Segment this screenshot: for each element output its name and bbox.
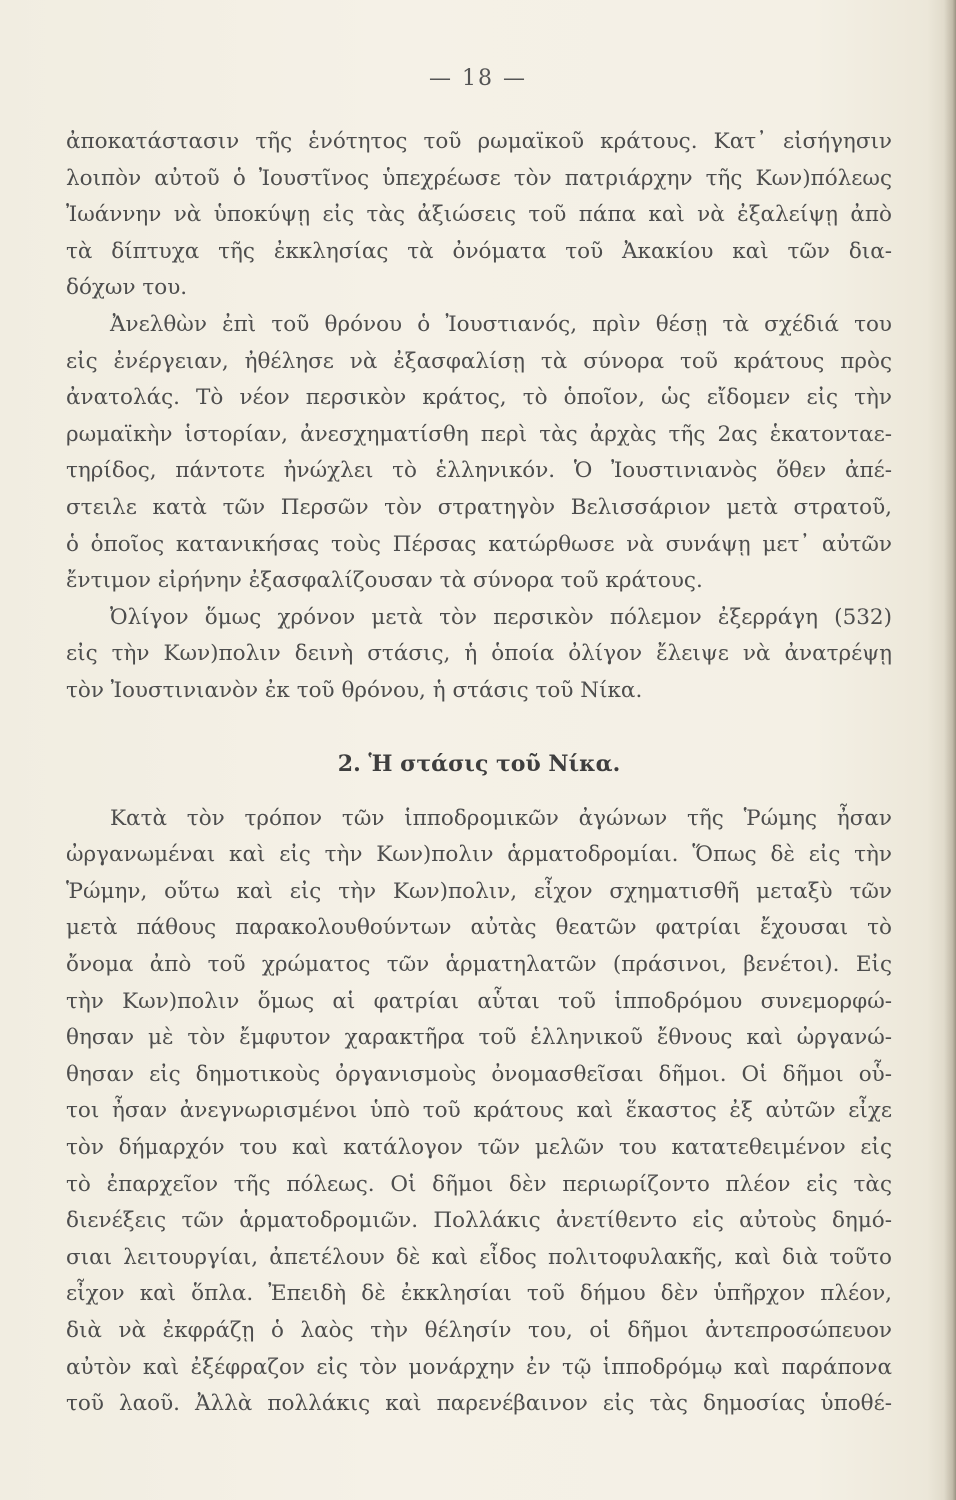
text-line: λοιπὸν αὐτοῦ ὁ Ἰουστῖνος ὑπεχρέωσε τὸν πατριάρχην τῆς Κων)πόλεως — [66, 165, 892, 191]
text-line: Ἰωάννην νὰ ὑποκύψῃ εἰς τὰς ἀξιώσεις τοῦ πάπα καὶ νὰ ἐξαλείψῃ ἀπὸ — [66, 202, 892, 228]
text-line: τὸ ἐπαρχεῖον τῆς πόλεως. Οἱ δῆμοι δὲν περιωρίζοντο πλέον εἰς τὰς — [66, 1171, 892, 1197]
page-number: — 18 — — [429, 66, 527, 91]
text-line: ὠργανωμέναι καὶ εἰς τὴν Κων)πολιν ἁρματοδρομίαι. Ὅπως δὲ εἰς τὴν — [66, 842, 892, 868]
text-line: εἰς ἐνέργειαν, ἠθέλησε νὰ ἐξασφαλίσῃ τὰ σύνορα τοῦ κράτους πρὸς — [66, 348, 892, 374]
text-line: στειλε κατὰ τῶν Περσῶν τὸν στρατηγὸν Βελισσάριον μετὰ στρατοῦ, — [66, 494, 892, 520]
text-line: τὸν δήμαρχόν του καὶ κατάλογον τῶν μελῶν του κατατεθειμένον εἰς — [66, 1135, 892, 1161]
text-line: διενέξεις τῶν ἁρματοδρομιῶν. Πολλάκις ἀνετίθεντο εἰς αὐτοὺς δημό- — [66, 1208, 892, 1234]
text-line: Ὀλίγον ὅμως χρόνον μετὰ τὸν περσικὸν πόλεμον ἐξερράγη (532) — [110, 604, 892, 630]
text-line: εἰς τὴν Κων)πολιν δεινὴ στάσις, ἡ ὁποία ὀλίγον ἔλειψε νὰ ἀνατρέψῃ — [66, 641, 892, 667]
page-body — [66, 124, 892, 1423]
text-line: τοι ἦσαν ἀνεγνωρισμένοι ὑπὸ τοῦ κράτους καὶ ἕκαστος ἐξ αὐτῶν εἶχε — [66, 1098, 892, 1124]
text-line: δόχων του. — [66, 275, 188, 301]
text-line: μετὰ πάθους παρακολουθούντων αὐτὰς θεατῶν φατρίαι ἔχουσαι τὸ — [66, 915, 892, 941]
text-line: ἀποκατάστασιν τῆς ἑνότητος τοῦ ρωμαϊκοῦ κράτους. Κατ᾿ εἰσήγησιν — [66, 129, 892, 154]
text-line: διὰ νὰ ἐκφράζῃ ὁ λαὸς τὴν θέλησίν του, οἱ δῆμοι ἀντεπροσώπευον — [66, 1318, 892, 1343]
text-line: Ῥώμην, οὕτω καὶ εἰς τὴν Κων)πολιν, εἶχον σχηματισθῆ μεταξὺ τῶν — [66, 878, 892, 904]
text-line: ὄνομα ἀπὸ τοῦ χρώματος τῶν ἁρματηλατῶν (πράσινοι, βενέτοι). Εἰς — [66, 952, 892, 978]
text-line: σιαι λειτουργίαι, ἀπετέλουν δὲ καὶ εἶδος πολιτοφυλακῆς, καὶ διὰ τοῦτο — [66, 1244, 892, 1270]
text-line: αὐτὸν καὶ ἐξέφραζον εἰς τὸν μονάρχην ἐν τῷ ἱπποδρόμῳ καὶ παράπονα — [66, 1354, 892, 1380]
text-line: τοῦ λαοῦ. Ἀλλὰ πολλάκις καὶ παρενέβαινον εἰς τὰς δημοσίας ὑποθέ- — [66, 1391, 892, 1417]
text-line: ἀνατολάς. Τὸ νέον περσικὸν κράτος, τὸ ὁποῖον, ὡς εἴδομεν εἰς τὴν — [66, 385, 892, 411]
section-heading: 2. Ἡ στάσις τοῦ Νίκα. — [337, 751, 621, 778]
text-line: Κατὰ τὸν τρόπον τῶν ἱπποδρομικῶν ἀγώνων τῆς Ῥώμης ἦσαν — [110, 805, 892, 831]
text-line: θησαν εἰς δημοτικοὺς ὀργανισμοὺς ὀνομασθεῖσαι δῆμοι. Οἱ δῆμοι οὗ- — [66, 1061, 892, 1087]
text-line: τηρίδος, πάντοτε ἠνώχλει τὸ ἑλληνικόν. Ὁ Ἰουστινιανὸς ὅθεν ἀπέ- — [66, 458, 892, 484]
text-line: τὸν Ἰουστινιανὸν ἐκ τοῦ θρόνου, ἡ στάσις τοῦ Νίκα. — [66, 677, 643, 703]
text-line: θησαν μὲ τὸν ἔμφυτον χαρακτῆρα τοῦ ἑλληνικοῦ ἔθνους καὶ ὠργανώ- — [66, 1025, 892, 1051]
text-line: εἶχον καὶ ὅπλα. Ἐπειδὴ δὲ ἐκκλησίαι τοῦ δήμου δὲν ὑπῆρχον πλέον, — [66, 1281, 892, 1307]
text-line: Ἀνελθὼν ἐπὶ τοῦ θρόνου ὁ Ἰουστιανός, πρὶν θέσῃ τὰ σχέδιά του — [110, 311, 892, 337]
text-line: ἔντιμον εἰρήνην ἐξασφαλίζουσαν τὰ σύνορα τοῦ κράτους. — [66, 568, 703, 594]
text-line: ὁ ὁποῖος κατανικήσας τοὺς Πέρσας κατώρθωσε νὰ συνάψῃ μετ᾿ αὐτῶν — [66, 531, 892, 557]
text-line: τὴν Κων)πολιν ὅμως αἱ φατρίαι αὗται τοῦ ἱπποδρόμου συνεμορφώ- — [66, 988, 892, 1014]
text-line: ρωμαϊκὴν ἱστορίαν, ἀνεσχηματίσθη περὶ τὰς ἀρχὰς τῆς 2ας ἑκατονταε- — [66, 421, 892, 447]
text-line: τὰ δίπτυχα τῆς ἐκκλησίας τὰ ὀνόματα τοῦ Ἀκακίου καὶ τῶν δια- — [66, 238, 892, 264]
page-edge-shadow — [944, 0, 956, 1500]
